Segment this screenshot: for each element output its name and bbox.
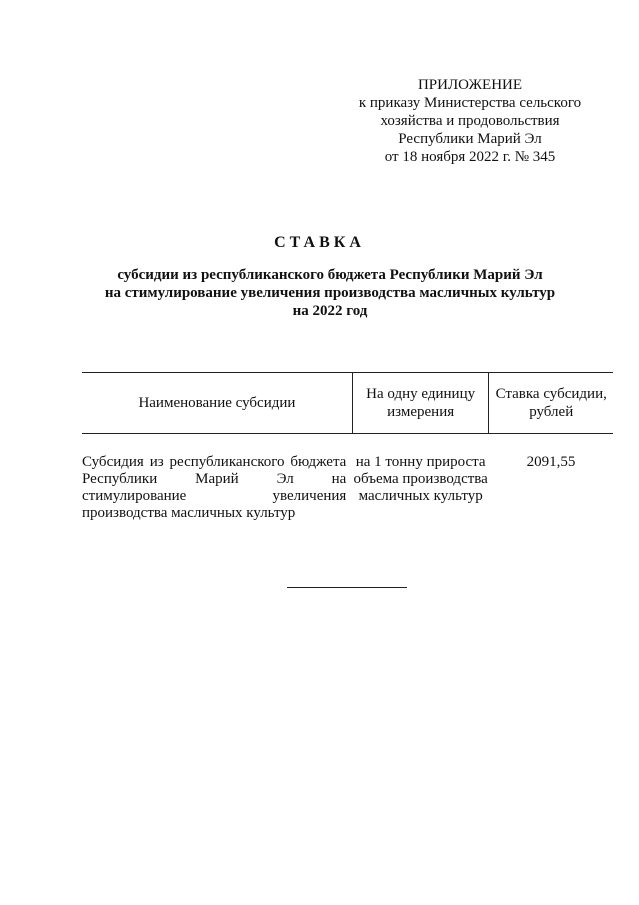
subtitle-line: на 2022 год (292, 303, 368, 319)
end-divider (287, 587, 407, 588)
cell-subsidy-name: Субсидия из республиканского бюджета Республики Марий Эл на стимулирование увеличения производства масличных культур (82, 454, 347, 521)
document-subtitle (60, 266, 600, 320)
column-header-name: Наименование субсидии (82, 373, 352, 434)
cell-rate: 2091,55 (526, 454, 576, 470)
appendix-line: от 18 ноября 2022 г. № 345 (384, 149, 556, 165)
subtitle-line: субсидии из республиканского бюджета Республики Марий Эл (117, 267, 543, 283)
table-row (82, 434, 613, 523)
column-header-unit: На одну единицу измерения (352, 373, 489, 434)
document-title: СТАВКА (274, 234, 365, 251)
appendix-title: ПРИЛОЖЕНИЕ (417, 77, 523, 93)
appendix-line: хозяйства и продовольствия (380, 113, 560, 129)
appendix-line: Республики Марий Эл (398, 131, 542, 147)
cell-unit: на 1 тонну прироста объема производства масличных культур (353, 454, 488, 504)
column-header-rate: Ставка субсидии, рублей (495, 386, 607, 420)
table-header-row (82, 373, 613, 434)
subtitle-line: на стимулирование увеличения производства масличных культур (104, 285, 556, 301)
appendix-header (340, 76, 600, 166)
rates-table (82, 372, 613, 522)
appendix-line: к приказу Министерства сельского (358, 95, 582, 111)
